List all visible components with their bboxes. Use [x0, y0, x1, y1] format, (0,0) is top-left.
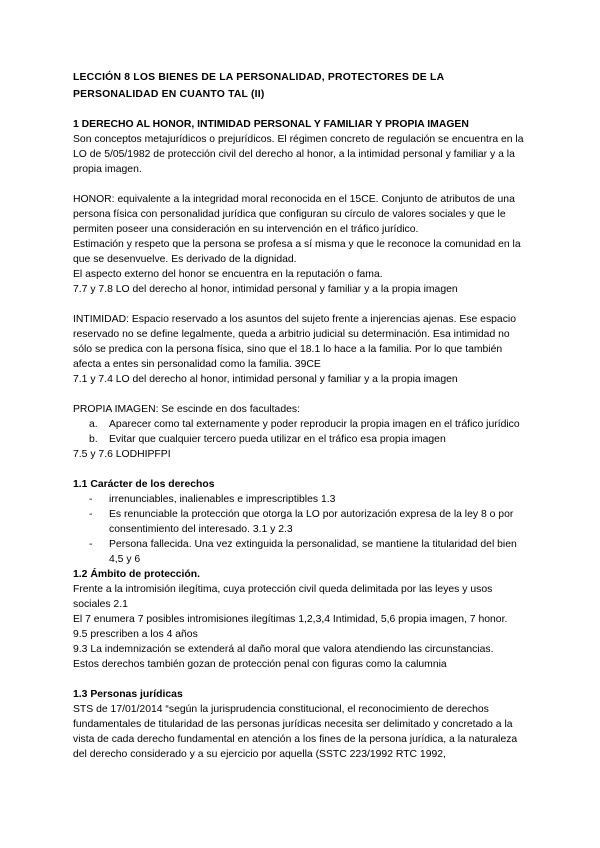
list-item: b. Evitar que cualquier tercero pueda utilizar en el tráfico esa propia imagen: [89, 434, 446, 445]
caracter-list: [73, 492, 528, 567]
list-item: a. Aparecer como tal externamente y poder reproducir la propia imagen en el tráfico jurídico: [89, 419, 520, 430]
intimidad-paragraph: INTIMIDAD: Espacio reservado a los asuntos del sujeto frente a injerencias ajenas. Ese espacio reservado no se define legalmente, queda a arbitrio judicial su determinación. Esa intimidad no sólo se predica con la persona física, sino que el 18.1 lo hace a la familia. Por lo que también afecta a entes sin personalidad como la familia. 39CE: [73, 314, 516, 370]
section-1-3-heading: 1.3 Personas jurídicas: [73, 689, 183, 700]
honor-paragraph-2: Estimación y respeto que la persona se profesa a sí misma y que le reconoce la comunidad en la que se desenvuelve. Es derivado de la dignidad.: [73, 239, 521, 265]
ambito-paragraph-1: Frente a la intromisión ilegítima, cuya protección civil queda delimitada por las leyes y usos sociales 2.1: [73, 584, 493, 610]
imagen-reference: 7.5 y 7.6 LODHIPFPI: [73, 449, 171, 460]
honor-reference: 7.7 y 7.8 LO del derecho al honor, intimidad personal y familiar y a la propia imagen: [73, 284, 458, 295]
ambito-paragraph-4: 9.3 La indemnización se extenderá al daño moral que valora atendiendo las circunstancias.: [73, 644, 494, 655]
imagen-list: [73, 417, 528, 447]
section-1-1-heading: 1.1 Carácter de los derechos: [73, 479, 215, 490]
ambito-paragraph-5: Estos derechos también gozan de protección penal con figuras como la calumnia: [73, 659, 447, 670]
ambito-paragraph-3: 9.5 prescriben a los 4 años: [73, 629, 198, 640]
lesson-title: LECCIÓN 8 LOS BIENES DE LA PERSONALIDAD, PROTECTORES DE LA PERSONALIDAD EN CUANTO TAL (II): [73, 72, 444, 100]
section-1-intro: Son conceptos metajurídicos o prejurídicos. El régimen concreto de regulación se encuentra en la LO de 5/05/1982 de protección civil del derecho al honor, a la intimidad personal y familiar y a la propia imagen.: [73, 134, 524, 175]
ambito-paragraph-2: El 7 enumera 7 posibles intromisiones ilegítimas 1,2,3,4 Intimidad, 5,6 propia imagen, 7 honor.: [73, 614, 508, 625]
imagen-intro: PROPIA IMAGEN: Se escinde en dos facultades:: [73, 404, 300, 415]
list-item: - Es renunciable la protección que otorga la LO por autorización expresa de la ley 8 o por consentimiento del interesado. 3.1 y 2.3: [89, 509, 514, 535]
intimidad-reference: 7.1 y 7.4 LO del derecho al honor, intimidad personal y familiar y a la propia imagen: [73, 374, 458, 385]
section-1-2-heading: 1.2 Ámbito de protección.: [73, 569, 201, 580]
list-item: - irrenunciables, inalienables e imprescriptibles 1.3: [89, 494, 336, 505]
section-1-heading: 1 DERECHO AL HONOR, INTIMIDAD PERSONAL Y FAMILIAR Y PROPIA IMAGEN: [73, 119, 469, 130]
honor-paragraph-3: El aspecto externo del honor se encuentra en la reputación o fama.: [73, 269, 383, 280]
honor-paragraph-1: HONOR: equivalente a la integridad moral reconocida en el 15CE. Conjunto de atributos de una persona física con personalidad jurídica que configuran su círculo de valores sociales y que le permiten poseer una consideración en su intervención en el tráfico jurídico.: [73, 194, 515, 235]
personas-juridicas-paragraph: STS de 17/01/2014 “según la jurisprudencia constitucional, el reconocimiento de derechos fundamentales de titularidad de las personas jurídicas necesita ser delimitado y concretado a la vista de cada derecho fundamental en atención a los fines de la persona jurídica, a la naturaleza del derecho considerado y a su ejercicio por aquella (SSTC 223/1992 RTC 1992,: [73, 704, 518, 760]
list-item: - Persona fallecida. Una vez extinguida la personalidad, se mantiene la titularidad del bien 4,5 y 6: [89, 539, 517, 565]
